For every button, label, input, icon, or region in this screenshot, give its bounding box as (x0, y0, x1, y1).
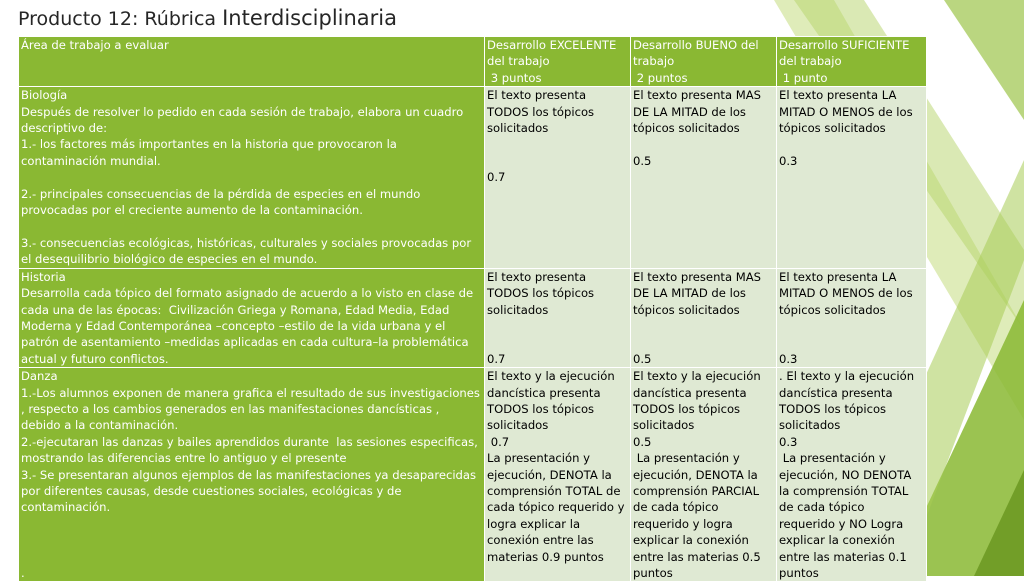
criterion-suficiente (777, 268, 927, 367)
area-cell-historia (19, 268, 485, 367)
criterion-text: El texto presenta LA MITAD O MENOS de los tópicos solicitados 0.3 (779, 269, 913, 366)
criterion-text: El texto presenta TODOS los tópicos solicitados 0.7 (487, 269, 595, 366)
criterion-text: El texto presenta MAS DE LA MITAD de los tópicos solicitados 0.5 (633, 269, 762, 366)
header-excelente (485, 37, 631, 87)
criterion-bueno (631, 87, 777, 268)
header-excelente-label: Desarrollo EXCELENTE del trabajo 3 puntos (487, 38, 617, 85)
header-area (19, 37, 485, 87)
area-cell-danza (19, 368, 485, 582)
criterion-suficiente (777, 368, 927, 582)
area-text: Historia Desarrolla cada tópico del formato asignado de acuerdo a lo visto en clase de cada una de las épocas: Civilización Griega y Romana, Edad Media, Edad Moderna y Edad Contemporánea –concepto –estilo de la vida urbana y el patrón de asentamiento –medidas aplicadas en cada cultura–la problemática actual y futuro conflictos. (21, 269, 474, 366)
header-row (19, 37, 927, 87)
area-cell-biologia (19, 87, 485, 268)
header-suficiente-label: Desarrollo SUFICIENTE del trabajo 1 punto (779, 38, 910, 85)
table-row (19, 87, 927, 268)
title-part-1: Producto 12: Rúbrica (18, 8, 223, 30)
criterion-excelente (485, 368, 631, 582)
header-bueno (631, 37, 777, 87)
criterion-excelente (485, 268, 631, 367)
criterion-text: El texto presenta TODOS los tópicos solicitados 0.7 (487, 88, 595, 185)
header-area-label: Área de trabajo a evaluar (21, 38, 169, 52)
criterion-suficiente (777, 87, 927, 268)
area-text: Biología Después de resolver lo pedido en cada sesión de trabajo, elabora un cuadro descriptivo de: 1.- los factores más importantes en la historia que provocaron la contaminación mundial. 2.- principales consecuencias de la pérdida de especies en el mundo provocadas por el creciente aumento de la contaminación. 3.- consecuencias ecológicas, históricas, culturales y sociales provocadas por el desequilibrio biológico de especies en el mundo. (21, 88, 472, 267)
criterion-text: El texto presenta MAS DE LA MITAD de los tópicos solicitados 0.5 (633, 88, 762, 168)
criterion-text: El texto y la ejecución dancística presenta TODOS los tópicos solicitados 0.5 La presentación y ejecución, DENOTA la comprensión PARCIAL de cada tópico requerido y logra explicar la conexión entre las materias 0.5 puntos (633, 369, 761, 580)
table-row (19, 368, 927, 582)
criterion-text: El texto presenta LA MITAD O MENOS de los tópicos solicitados 0.3 (779, 88, 913, 168)
rubric-table (18, 36, 927, 582)
criterion-text: . El texto y la ejecución dancística presenta TODOS los tópicos solicitados 0.3 La presentación y ejecución, NO DENOTA la comprensión TOTAL de cada tópico requerido y NO Logra explicar la conexión entre las materias 0.1 puntos (779, 369, 915, 580)
page-title (18, 6, 397, 30)
criterion-excelente (485, 87, 631, 268)
title-part-2: Interdisciplinaria (222, 6, 398, 30)
criterion-bueno (631, 268, 777, 367)
table-row (19, 268, 927, 367)
area-text: Danza 1.-Los alumnos exponen de manera grafica el resultado de sus investigaciones , respecto a los cambios generados en las manifestaciones dancísticas , debido a la contaminación. 2.-ejecutaran las danzas y bailes aprendidos durante las sesiones especificas, mostrando las diferencias entre lo antiguo y el presente 3.- Se presentaran algunos ejemplos de las manifestaciones ya desaparecidas por diferentes causas, desde cuestiones sociales, ecológicas y de contaminación. . (21, 369, 480, 580)
criterion-bueno (631, 368, 777, 582)
header-bueno-label: Desarrollo BUENO del trabajo 2 puntos (633, 38, 759, 85)
header-suficiente (777, 37, 927, 87)
criterion-text: El texto y la ejecución dancística presenta TODOS los tópicos solicitados 0.7 La presentación y ejecución, DENOTA la comprensión TOTAL de cada tópico requerido y logra explicar la conexión entre las materias 0.9 puntos (487, 369, 625, 564)
